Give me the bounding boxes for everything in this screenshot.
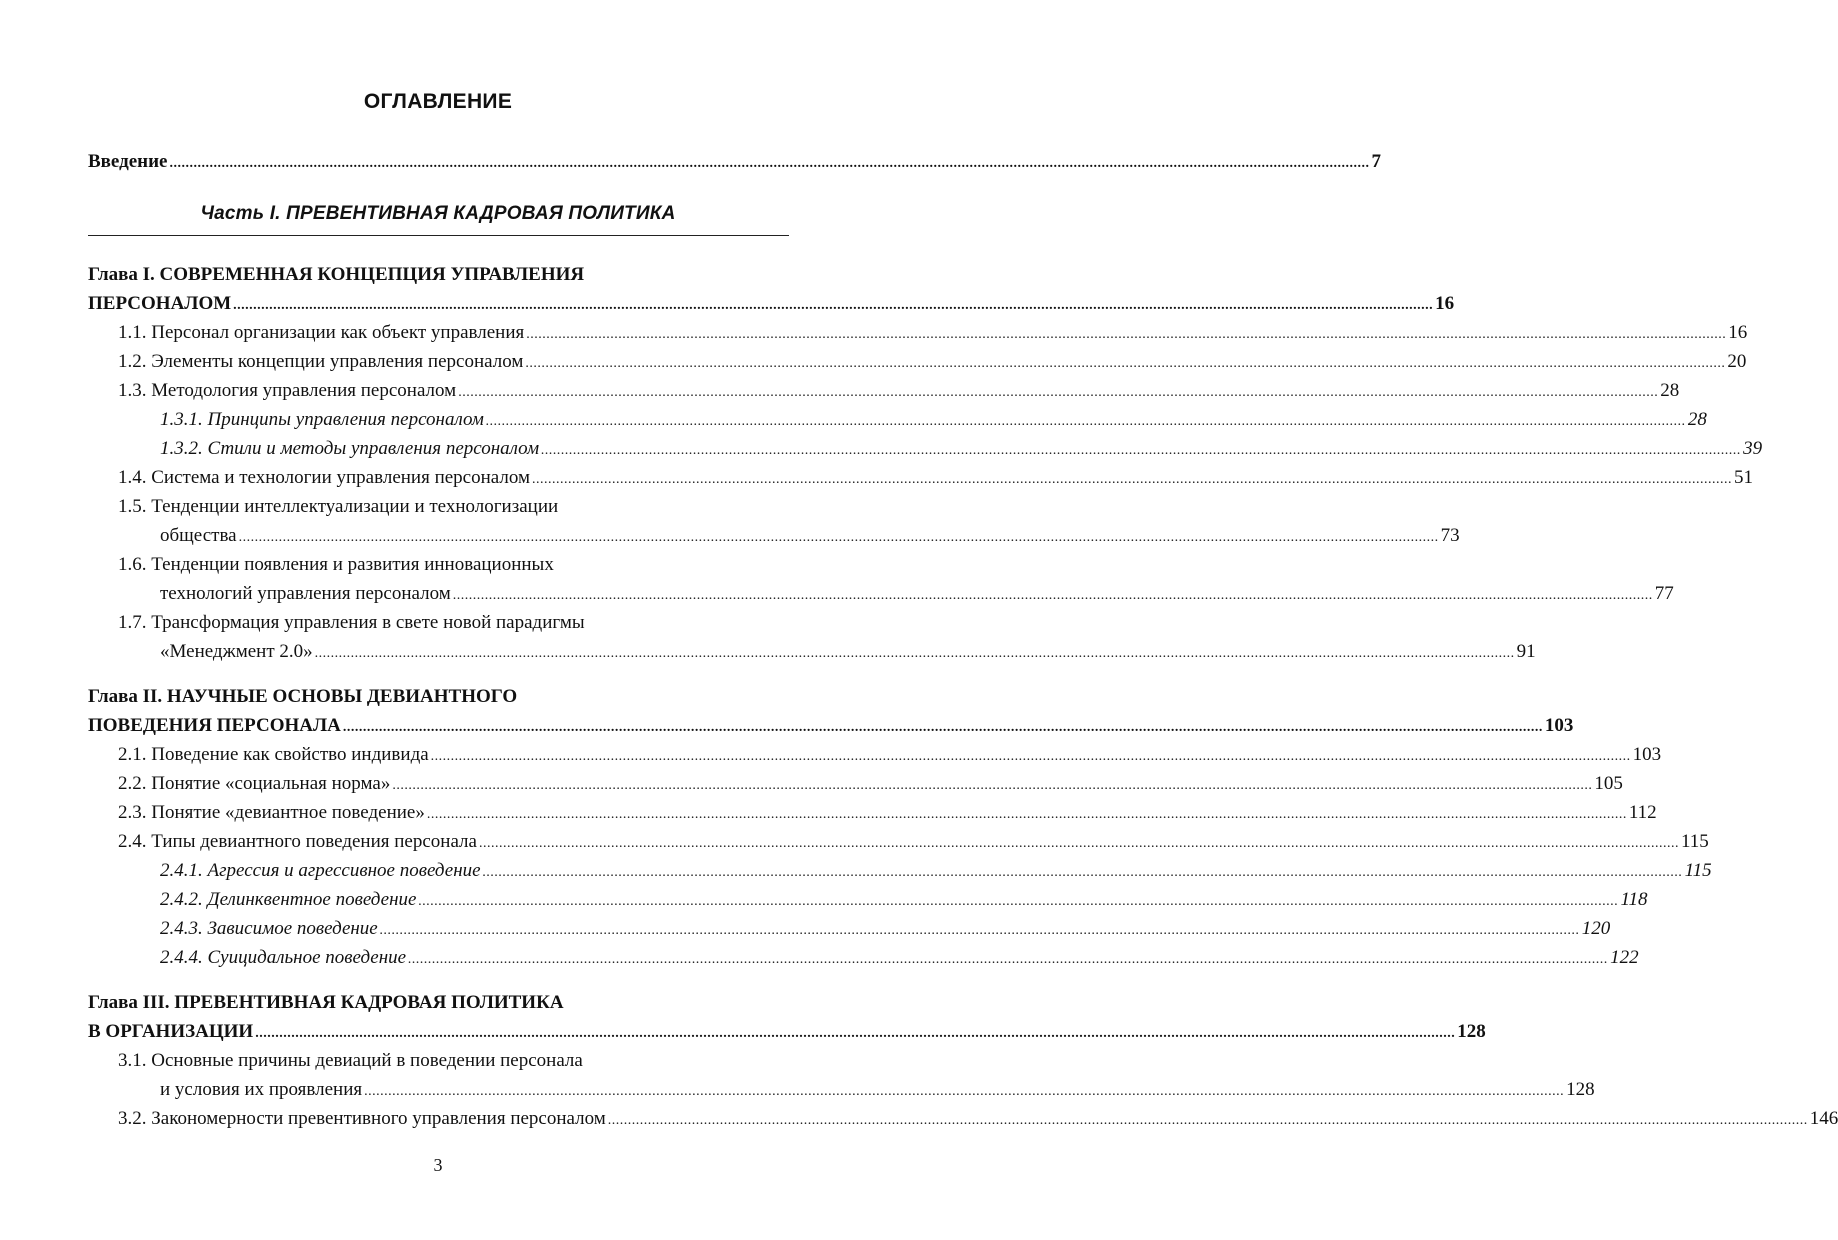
toc-entry-section[interactable] <box>118 742 1662 768</box>
toc-entry-subsection[interactable] <box>160 858 1712 884</box>
toc-entry-introduction[interactable] <box>88 149 1381 175</box>
part-title: Часть I. ПРЕВЕНТИВНАЯ КАДРОВАЯ ПОЛИТИКА <box>200 203 676 224</box>
toc-leader: ............................................................................................................................................................................................................................................................................................................ <box>342 720 1543 735</box>
toc-page: 51 <box>1734 467 1754 488</box>
toc-leader: ............................................................................................................................................................................................................................................................................................................ <box>238 530 1439 545</box>
toc-entry-section[interactable] <box>118 771 1623 797</box>
toc-page: 128 <box>1566 1079 1595 1100</box>
toc-entry-text: и условия их проявления <box>160 1079 363 1100</box>
toc-entry-text: ПОВЕДЕНИЯ ПЕРСОНАЛА <box>88 715 341 736</box>
toc-page: 103 <box>1544 715 1574 736</box>
toc-page: 73 <box>1440 525 1460 546</box>
toc-entry-text: 1.3. Методология управления персоналом <box>118 380 457 401</box>
chapter-heading-line: Глава III. ПРЕВЕНТИВНАЯ КАДРОВАЯ ПОЛИТИКА <box>88 992 564 1013</box>
toc-entry-section-line <box>118 1048 786 1074</box>
chapter-heading-line: Глава I. СОВРЕМЕННАЯ КОНЦЕПЦИЯ УПРАВЛЕНИЯ <box>88 264 585 285</box>
toc-page: 16 <box>1728 322 1748 343</box>
toc-page: 28 <box>1660 380 1680 401</box>
toc-leader: ............................................................................................................................................................................................................................................................................................................ <box>392 778 1593 793</box>
toc-entry-subsection[interactable] <box>160 887 1648 913</box>
page-number: 3 <box>433 1155 443 1175</box>
toc-leader: ............................................................................................................................................................................................................................................................................................................ <box>426 807 1627 822</box>
toc-page: 103 <box>1632 744 1662 765</box>
toc-entry-text: 1.1. Персонал организации как объект управления <box>118 322 525 343</box>
toc-leader: ............................................................................................................................................................................................................................................................................................................ <box>485 414 1686 429</box>
toc-entry-section[interactable] <box>160 1077 1595 1103</box>
toc-entry-section[interactable] <box>160 639 1536 665</box>
toc-leader: ............................................................................................................................................................................................................................................................................................................ <box>418 894 1619 909</box>
toc-leader: ............................................................................................................................................................................................................................................................................................................ <box>482 865 1683 880</box>
toc-leader: ............................................................................................................................................................................................................................................................................................................ <box>408 952 1609 967</box>
toc-page: 77 <box>1654 583 1674 604</box>
toc-entry-chapter[interactable] <box>88 291 1455 317</box>
toc-page: 112 <box>1628 802 1657 823</box>
toc-entry-section[interactable] <box>118 320 1748 346</box>
toc-entry-text: 2.4.3. Зависимое поведение <box>160 918 378 939</box>
toc-entry-text: «Менеджмент 2.0» <box>160 641 313 662</box>
toc-page: 20 <box>1727 351 1747 372</box>
divider <box>88 235 789 236</box>
toc-leader: ............................................................................................................................................................................................................................................................................................................ <box>526 327 1727 342</box>
toc-leader: ............................................................................................................................................................................................................................................................................................................ <box>314 646 1515 661</box>
toc-entry-text: 2.3. Понятие «девиантное поведение» <box>118 802 425 823</box>
toc-page: 146 <box>1809 1108 1838 1129</box>
toc-entry-chapter[interactable] <box>88 1019 1486 1045</box>
toc-leader: ............................................................................................................................................................................................................................................................................................................ <box>233 298 1434 313</box>
toc-entry-subsection[interactable] <box>160 916 1611 942</box>
toc-entry-text: 2.4.1. Агрессия и агрессивное поведение <box>160 860 481 881</box>
toc-entry-text: 2.2. Понятие «социальная норма» <box>118 773 391 794</box>
toc-page: 122 <box>1610 947 1639 968</box>
toc-page: 105 <box>1594 773 1623 794</box>
toc-entry-text: 3.2. Закономерности превентивного управления персоналом <box>118 1108 606 1129</box>
toc-leader: ............................................................................................................................................................................................................................................................................................................ <box>541 443 1742 458</box>
toc-leader: ............................................................................................................................................................................................................................................................................................................ <box>452 588 1653 603</box>
toc-entry-section[interactable] <box>160 523 1460 549</box>
toc-entry-text: 1.4. Система и технологии управления персоналом <box>118 467 531 488</box>
toc-entry-section-line <box>118 610 786 636</box>
toc-entry-text: Введение <box>88 151 168 172</box>
toc-leader: ............................................................................................................................................................................................................................................................................................................ <box>169 156 1370 171</box>
toc-page: 16 <box>1435 293 1455 314</box>
toc-entry-text: технологий управления персоналом <box>160 583 451 604</box>
toc-entry-text: 1.3.2. Стили и методы управления персоналом <box>160 438 540 459</box>
toc-page: 7 <box>1371 151 1381 172</box>
toc-entry-subsection[interactable] <box>160 436 1763 462</box>
chapter-heading <box>88 990 786 1016</box>
toc-page: 39 <box>1743 438 1763 459</box>
toc-leader: ............................................................................................................................................................................................................................................................................................................ <box>478 836 1679 851</box>
toc-leader: ............................................................................................................................................................................................................................................................................................................ <box>364 1084 1565 1099</box>
toc-entry-text: 2.4. Типы девиантного поведения персонала <box>118 831 477 852</box>
toc-leader: ............................................................................................................................................................................................................................................................................................................ <box>430 749 1631 764</box>
toc-entry-text: 1.7. Трансформация управления в свете новой парадигмы <box>118 612 585 633</box>
toc-entry-section[interactable] <box>160 581 1674 607</box>
toc-entry-section-line <box>118 494 786 520</box>
toc-entry-text: 1.2. Элементы концепции управления персоналом <box>118 351 524 372</box>
toc-entry-text: 1.6. Тенденции появления и развития инновационных <box>118 554 554 575</box>
toc-entry-section[interactable] <box>118 349 1747 375</box>
toc-entry-text: ПЕРСОНАЛОМ <box>88 293 232 314</box>
toc-page: 128 <box>1457 1021 1486 1042</box>
toc-entry-text: 2.4.2. Делинквентное поведение <box>160 889 417 910</box>
toc-entry-text: 3.1. Основные причины девиаций в поведении персонала <box>118 1050 583 1071</box>
toc-leader: ............................................................................................................................................................................................................................................................................................................ <box>458 385 1659 400</box>
toc-entry-text: 1.3.1. Принципы управления персоналом <box>160 409 484 430</box>
chapter-heading <box>88 262 786 288</box>
toc-entry-section[interactable] <box>118 465 1754 491</box>
toc-entry-text: 2.1. Поведение как свойство индивида <box>118 744 429 765</box>
toc-leader: ............................................................................................................................................................................................................................................................................................................ <box>525 356 1726 371</box>
toc-leader: ............................................................................................................................................................................................................................................................................................................ <box>379 923 1580 938</box>
toc-page: 115 <box>1684 860 1712 881</box>
toc-leader: ............................................................................................................................................................................................................................................................................................................ <box>255 1026 1456 1041</box>
toc-entry-section[interactable] <box>118 800 1657 826</box>
toc-entry-chapter[interactable] <box>88 713 1574 739</box>
toc-entry-section[interactable] <box>118 1106 1838 1132</box>
toc-entry-text: В ОРГАНИЗАЦИИ <box>88 1021 254 1042</box>
toc-page: 28 <box>1687 409 1707 430</box>
toc-page: 120 <box>1581 918 1611 939</box>
toc-entry-section[interactable] <box>118 829 1709 855</box>
toc-entry-section[interactable] <box>118 378 1680 404</box>
toc-entry-subsection[interactable] <box>160 407 1707 433</box>
toc-leader: ............................................................................................................................................................................................................................................................................................................ <box>532 472 1733 487</box>
chapter-heading <box>88 684 786 710</box>
toc-leader: ............................................................................................................................................................................................................................................................................................................ <box>607 1113 1808 1128</box>
chapter-heading-line: Глава II. НАУЧНЫЕ ОСНОВЫ ДЕВИАНТНОГО <box>88 686 518 707</box>
page-title: ОГЛАВЛЕНИЕ <box>363 90 513 113</box>
toc-page: 115 <box>1680 831 1709 852</box>
toc-page: 91 <box>1516 641 1536 662</box>
toc-entry-text: общества <box>160 525 237 546</box>
toc-entry-text: 2.4.4. Суицидальное поведение <box>160 947 407 968</box>
toc-page: 118 <box>1620 889 1648 910</box>
toc-entry-section-line <box>118 552 786 578</box>
toc-entry-subsection[interactable] <box>160 945 1639 971</box>
toc-entry-text: 1.5. Тенденции интеллектуализации и технологизации <box>118 496 559 517</box>
